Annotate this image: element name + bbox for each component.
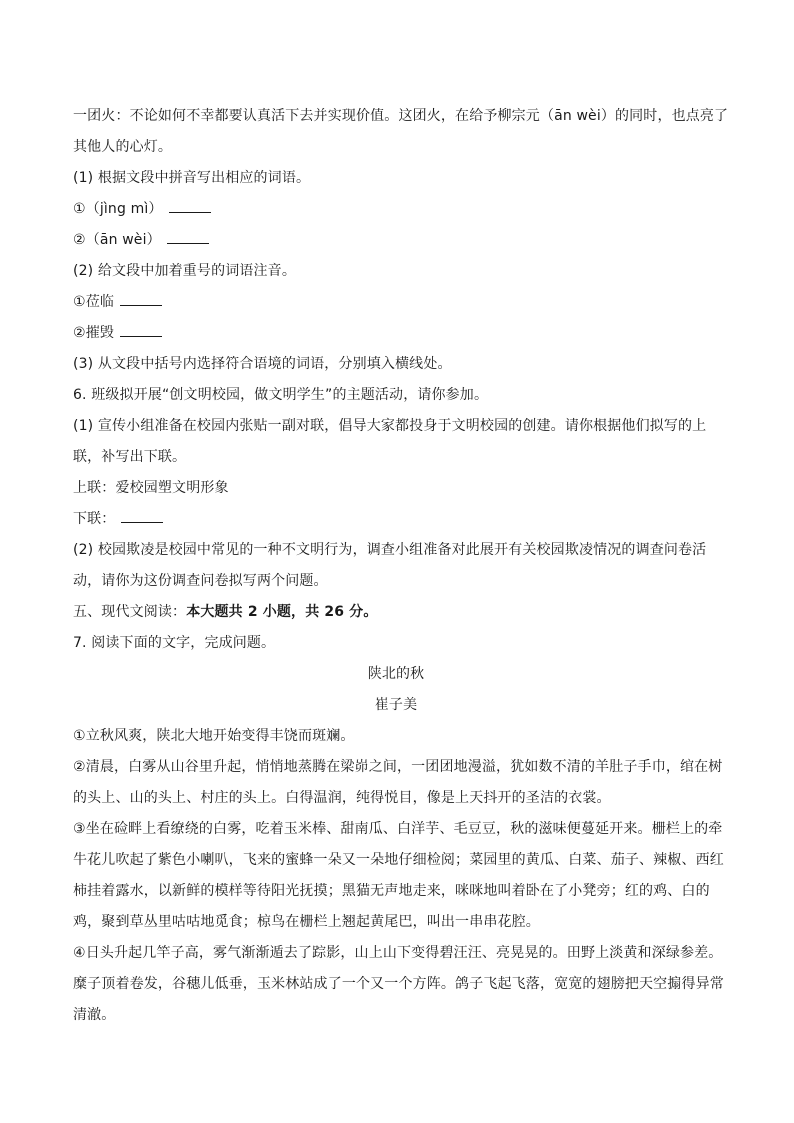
sub-question-2: (2) 给文段中加着重号的词语注音。	[73, 263, 296, 279]
question-line: (2) 校园欺凌是校园中常见的一种不文明行为，调查小组准备对此展开有关校园欺凌情况的调查问卷活	[73, 542, 707, 558]
item-label: ①莅临	[73, 294, 115, 310]
question-6-stem: 6. 班级拟开展“创文明校园，做文明学生”的主题活动，请你参加。	[73, 387, 489, 403]
lower-couplet	[73, 504, 719, 535]
article-title: 陕北的秋	[367, 666, 425, 682]
paragraph-3-line: 鸡，聚到草丛里咕咕地觅食；椋鸟在栅栏上翘起黄尾巴，叫出一串串花腔。	[73, 914, 540, 930]
section-heading	[73, 597, 719, 628]
answer-blank[interactable]	[120, 291, 162, 306]
item-label: ①（jìng mì）	[73, 201, 163, 217]
item-label: ②摧毁	[73, 325, 115, 341]
answer-blank[interactable]	[120, 322, 162, 337]
section-heading-prefix: 五、现代文阅读：	[73, 604, 187, 620]
question-line: (1) 宣传小组准备在校园内张贴一副对联，倡导大家都投身于文明校园的创建。请你根据他们拟写的上	[73, 418, 707, 434]
page-content	[73, 101, 729, 1031]
question-line: 动，请你为这份调查问卷拟写两个问题。	[73, 573, 328, 589]
answer-blank[interactable]	[121, 508, 163, 523]
upper-couplet: 上联：爱校园塑文明形象	[73, 480, 229, 496]
paragraph-3-line: 牛花儿吹起了紫色小喇叭，飞来的蜜蜂一朵又一朵地仔细检阅；菜园里的黄瓜、白菜、茄子、辣椒、西红	[73, 852, 724, 868]
item-label: 下联：	[73, 511, 116, 527]
passage-line: 一团火：不论如何不幸都要认真活下去并实现价值。这团火，在给予柳宗元（ān wèi）的同时，也点亮了	[73, 108, 729, 124]
answer-item	[73, 318, 719, 349]
paragraph-1: ①立秋风爽，陕北大地开始变得丰饶而斑斓。	[73, 728, 355, 744]
section-heading-detail: 本大题共 2 小题，共 26 分。	[186, 604, 378, 620]
paragraph-4-line: 糜子顶着卷发，谷穗儿低垂，玉米林站成了一个又一个方阵。鸽子飞起飞落，宽宽的翅膀把天空搧得异常	[73, 976, 724, 992]
article-author: 崔子美	[374, 697, 418, 713]
paragraph-3-line: ③坐在硷畔上看缭绕的白雾，吃着玉米棒、甜南瓜、白洋芋、毛豆豆，秋的滋味便蔓延开来。栅栏上的牵	[73, 821, 723, 837]
sub-question-1: (1) 根据文段中拼音写出相应的词语。	[73, 170, 311, 186]
question-7-stem: 7. 阅读下面的文字，完成问题。	[73, 635, 276, 651]
paragraph-4-line: 清澈。	[73, 1007, 116, 1023]
sub-question-3: (3) 从文段中括号内选择符合语境的词语，分别填入横线处。	[73, 356, 452, 372]
answer-item	[73, 225, 719, 256]
item-label: ②（ān wèi）	[73, 232, 161, 248]
answer-blank[interactable]	[169, 198, 211, 213]
answer-item	[73, 287, 719, 318]
paragraph-2-line: ②清晨，白雾从山谷里升起，悄悄地蒸腾在梁峁之间，一团团地漫溢，犹如数不清的羊肚子手巾，绾在树	[73, 759, 723, 775]
question-line: 联，补写出下联。	[73, 449, 187, 465]
passage-line: 其他人的心灯。	[73, 139, 173, 155]
paragraph-3-line: 柿挂着露水，以新鲜的模样等待阳光抚摸；黑猫无声地走来，咪咪地叫着卧在了小凳旁；红的鸡、白的	[73, 883, 710, 899]
answer-item	[73, 194, 719, 225]
paragraph-4-line: ④日头升起几竿子高，雾气渐渐遁去了踪影，山上山下变得碧汪汪、亮晃晃的。田野上淡黄和深绿参差。	[73, 945, 723, 961]
paragraph-2-line: 的头上、山的头上、村庄的头上。白得温润，纯得悦目，像是上天抖开的圣洁的衣裳。	[73, 790, 611, 806]
answer-blank[interactable]	[167, 229, 209, 244]
